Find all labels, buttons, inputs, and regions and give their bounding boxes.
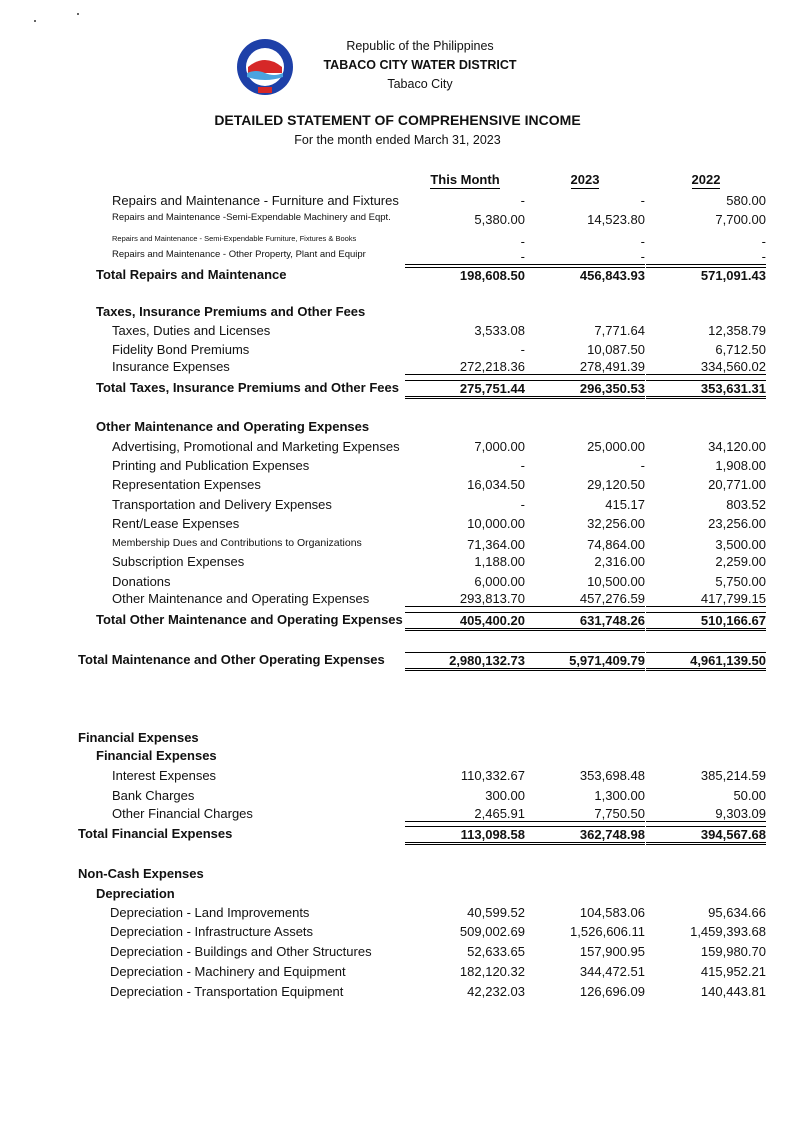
cell-c2: 74,864.00	[587, 537, 645, 552]
city-line: Tabaco City	[387, 77, 453, 91]
row-label: Advertising, Promotional and Marketing Expenses	[112, 439, 400, 454]
row-label: Repairs and Maintenance - Other Property, Plant and Equipr	[112, 249, 366, 260]
cell-c2: 353,698.48	[579, 768, 645, 783]
cell-c1: 16,034.50	[467, 477, 525, 492]
statement-title: DETAILED STATEMENT OF COMPREHENSIVE INCOME	[214, 112, 581, 128]
cell-c3: 2,259.00	[715, 554, 766, 569]
section-heading-row	[0, 730, 795, 748]
cell-c1: -	[520, 193, 525, 208]
row-label: Other Maintenance and Operating Expenses	[112, 591, 370, 606]
cell-c2: 7,771.64	[594, 323, 645, 338]
table-row	[0, 497, 795, 515]
cell-c2: 631,748.26	[525, 612, 645, 631]
table-row	[0, 574, 795, 592]
cell-c2: 7,750.50	[525, 806, 645, 822]
section-heading-row	[0, 419, 795, 437]
cell-c3: 6,712.50	[715, 342, 766, 357]
cell-c2: 362,748.98	[525, 826, 645, 845]
table-row	[0, 768, 795, 786]
table-row	[0, 806, 795, 824]
row-label: Bank Charges	[112, 788, 195, 803]
cell-c3: 417,799.15	[646, 591, 766, 607]
cell-c2: 10,500.00	[587, 574, 645, 589]
cell-c2: -	[640, 193, 645, 208]
cell-c3: 571,091.43	[646, 267, 766, 283]
row-label: Non-Cash Expenses	[78, 866, 204, 881]
table-row	[0, 458, 795, 476]
table-row	[0, 788, 795, 806]
cell-c2: 32,256.00	[587, 516, 645, 531]
cell-c3: 12,358.79	[708, 323, 766, 338]
cell-c3: 334,560.02	[646, 359, 766, 375]
cell-c1: 7,000.00	[474, 439, 525, 454]
row-label: Taxes, Insurance Premiums and Other Fees	[96, 304, 366, 319]
cell-c3: 1,459,393.68	[690, 924, 766, 939]
cell-c1: -	[520, 342, 525, 357]
cell-c1: 52,633.65	[467, 944, 525, 959]
row-label: Repairs and Maintenance - Furniture and Fixtures	[112, 193, 399, 208]
row-label: Depreciation - Transportation Equipment	[110, 984, 344, 999]
row-label: Fidelity Bond Premiums	[112, 342, 250, 357]
scan-speck	[77, 13, 79, 15]
row-label: Repairs and Maintenance -Semi-Expendable Machinery and Eqpt.	[112, 212, 391, 223]
cell-c1: 2,980,132.73	[405, 652, 525, 671]
table-row	[0, 516, 795, 534]
cell-c1: 272,218.36	[405, 359, 525, 375]
cell-c2: 5,971,409.79	[525, 652, 645, 671]
cell-c3: 5,750.00	[715, 574, 766, 589]
cell-c2: 278,491.39	[525, 359, 645, 375]
section-heading-row	[0, 304, 795, 322]
row-label: Depreciation	[96, 886, 175, 901]
cell-c2: 157,900.95	[579, 944, 645, 959]
cell-c2: 415.17	[605, 497, 645, 512]
col-header-this-month: This Month	[430, 172, 500, 187]
row-label: Interest Expenses	[112, 768, 217, 783]
table-row	[0, 591, 795, 609]
cell-c2: 25,000.00	[587, 439, 645, 454]
row-label: Rent/Lease Expenses	[112, 516, 240, 531]
cell-c2: 104,583.06	[579, 905, 645, 920]
table-row	[0, 905, 795, 923]
table-row	[0, 439, 795, 457]
row-label: Financial Expenses	[78, 730, 199, 745]
cell-c1: 5,380.00	[474, 212, 525, 227]
cell-c1: 2,465.91	[405, 806, 525, 822]
cell-c1: 40,599.52	[467, 905, 525, 920]
cell-c1: 182,120.32	[459, 964, 525, 979]
cell-c1: 10,000.00	[467, 516, 525, 531]
row-label: Total Financial Expenses	[78, 826, 233, 841]
cell-c2: 29,120.50	[587, 477, 645, 492]
table-row	[0, 477, 795, 495]
table-row	[0, 924, 795, 942]
cell-c3: 140,443.81	[700, 984, 766, 999]
table-row	[0, 342, 795, 360]
cell-c2: 10,087.50	[587, 342, 645, 357]
total-row	[0, 612, 795, 630]
district-name: TABACO CITY WATER DISTRICT	[323, 58, 517, 72]
cell-c1: 509,002.69	[459, 924, 525, 939]
total-row	[0, 826, 795, 844]
row-label: Other Maintenance and Operating Expenses	[96, 419, 370, 434]
total-row	[0, 652, 795, 670]
row-label: Insurance Expenses	[112, 359, 230, 374]
cell-c1: 405,400.20	[405, 612, 525, 631]
section-heading-row	[0, 886, 795, 904]
row-label: Financial Expenses	[96, 748, 217, 763]
cell-c3: -	[761, 234, 766, 249]
cell-c3: 34,120.00	[708, 439, 766, 454]
table-row	[0, 212, 795, 230]
cell-c3: 95,634.66	[708, 905, 766, 920]
cell-c1: 110,332.67	[460, 768, 525, 783]
row-label: Subscription Expenses	[112, 554, 245, 569]
cell-c3: 510,166.67	[646, 612, 766, 631]
row-label: Total Taxes, Insurance Premiums and Other Fees	[96, 380, 399, 395]
table-row	[0, 554, 795, 572]
total-row	[0, 267, 795, 285]
row-label: Depreciation - Land Improvements	[110, 905, 310, 920]
cell-c2: 2,316.00	[594, 554, 645, 569]
table-row	[0, 359, 795, 377]
cell-c1: 300.00	[485, 788, 525, 803]
table-row	[0, 323, 795, 341]
table-row	[0, 249, 795, 267]
cell-c1: 275,751.44	[405, 380, 525, 399]
table-row	[0, 984, 795, 1002]
row-label: Other Financial Charges	[112, 806, 253, 821]
cell-c1: 113,098.58	[405, 826, 525, 845]
cell-c3: 4,961,139.50	[646, 652, 766, 671]
cell-c2: 14,523.80	[587, 212, 645, 227]
total-row	[0, 380, 795, 398]
cell-c3: 353,631.31	[646, 380, 766, 399]
cell-c3: 385,214.59	[700, 768, 766, 783]
row-label: Total Maintenance and Other Operating Expenses	[78, 652, 385, 667]
cell-c1: 293,813.70	[405, 591, 525, 607]
cell-c1: 42,232.03	[467, 984, 525, 999]
scan-speck	[34, 20, 36, 22]
row-label: Depreciation - Machinery and Equipment	[110, 964, 346, 979]
cell-c3: -	[646, 249, 766, 265]
cell-c3: 23,256.00	[708, 516, 766, 531]
row-label: Transportation and Delivery Expenses	[112, 497, 332, 512]
cell-c1: 198,608.50	[405, 267, 525, 283]
col-header-2023: 2023	[570, 172, 600, 187]
table-row	[0, 964, 795, 982]
section-heading-row	[0, 748, 795, 766]
cell-c2: 457,276.59	[525, 591, 645, 607]
cell-c2: -	[525, 249, 645, 265]
cell-c1: 71,364.00	[467, 537, 525, 552]
cell-c1: 3,533.08	[474, 323, 525, 338]
row-label: Total Repairs and Maintenance	[96, 267, 287, 282]
row-label: Membership Dues and Contributions to Organizations	[112, 537, 362, 549]
cell-c3: 20,771.00	[708, 477, 766, 492]
cell-c3: 415,952.21	[700, 964, 766, 979]
cell-c2: 344,472.51	[579, 964, 645, 979]
row-label: Donations	[112, 574, 171, 589]
cell-c1: -	[405, 249, 525, 265]
water-district-seal-logo	[230, 37, 300, 97]
row-label: Representation Expenses	[112, 477, 261, 492]
cell-c3: 580.00	[726, 193, 766, 208]
table-row	[0, 193, 795, 211]
cell-c2: 126,696.09	[579, 984, 645, 999]
col-header-2022: 2022	[691, 172, 721, 187]
row-label: Taxes, Duties and Licenses	[112, 323, 271, 338]
cell-c2: 1,526,606.11	[570, 924, 645, 939]
statement-period: For the month ended March 31, 2023	[294, 133, 501, 147]
cell-c2: 456,843.93	[525, 267, 645, 283]
republic-line: Republic of the Philippines	[346, 39, 494, 53]
cell-c2: -	[640, 458, 645, 473]
cell-c1: 1,188.00	[474, 554, 525, 569]
cell-c2: 296,350.53	[525, 380, 645, 399]
cell-c3: 9,303.09	[646, 806, 766, 822]
cell-c1: -	[520, 458, 525, 473]
cell-c3: 1,908.00	[715, 458, 766, 473]
cell-c3: 803.52	[726, 497, 766, 512]
cell-c3: 394,567.68	[646, 826, 766, 845]
row-label: Depreciation - Infrastructure Assets	[110, 924, 314, 939]
table-row	[0, 944, 795, 962]
table-row	[0, 537, 795, 555]
cell-c3: 159,980.70	[700, 944, 766, 959]
cell-c2: 1,300.00	[594, 788, 645, 803]
cell-c2: -	[640, 234, 645, 249]
cell-c3: 7,700.00	[715, 212, 766, 227]
cell-c3: 50.00	[733, 788, 766, 803]
cell-c1: 6,000.00	[474, 574, 525, 589]
cell-c1: -	[520, 497, 525, 512]
cell-c3: 3,500.00	[715, 537, 766, 552]
row-label: Total Other Maintenance and Operating Expenses	[96, 612, 403, 627]
row-label: Depreciation - Buildings and Other Structures	[110, 944, 372, 959]
row-label: Repairs and Maintenance - Semi-Expendable Furniture, Fixtures & Books	[112, 234, 357, 243]
row-label: Printing and Publication Expenses	[112, 458, 310, 473]
cell-c1: -	[520, 234, 525, 249]
section-heading-row	[0, 866, 795, 884]
